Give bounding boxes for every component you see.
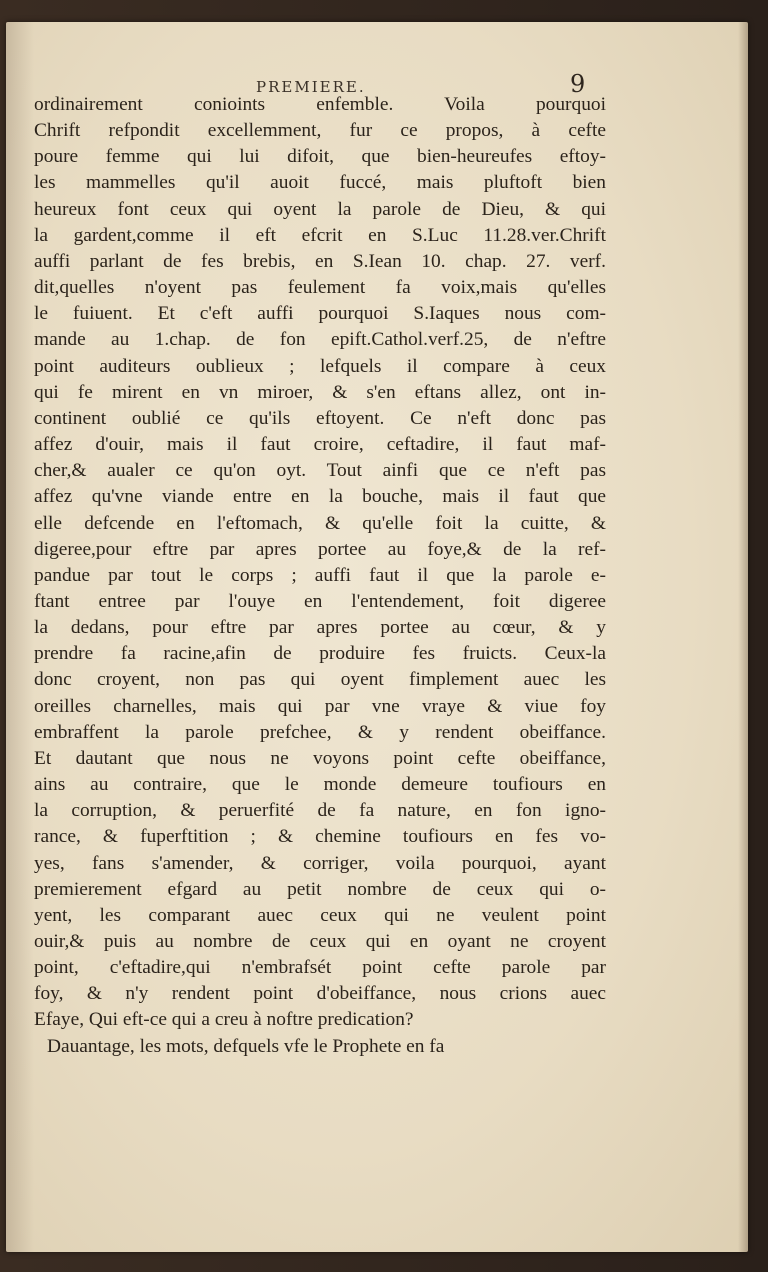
text-line: auffi parlant de fes brebis, en S.Iean 10. chap. 27. verf. <box>34 250 606 272</box>
text-line: Chrift refpondit excellemment, fur ce propos, à cefte <box>34 120 606 142</box>
text-line: yent, les comparant auec ceux qui ne veulent point <box>34 904 606 926</box>
text-line: la dedans, pour eftre par apres portee au cœur, & y <box>34 617 606 639</box>
text-line: ordinairement conioints enfemble. Voila pourquoi <box>34 94 606 115</box>
text-line: donc croyent, non pas qui oyent fimplement auec les <box>34 669 606 691</box>
text-line: prendre fa racine,afin de produire fes fruicts. Ceux-la <box>34 643 606 665</box>
text-line: continent oublié ce qu'ils eftoyent. Ce n'eft donc pas <box>34 407 606 429</box>
text-line: yes, fans s'amender, & corriger, voila pourquoi, ayant <box>34 852 606 874</box>
book-page <box>6 22 748 1252</box>
text-line: point, c'eftadire,qui n'embrafsét point cefte parole par <box>34 957 606 979</box>
text-line: Et dautant que nous ne voyons point cefte obeiffance, <box>34 747 606 769</box>
text-line: rance, & fuperftition ; & chemine toufiours en fes vo- <box>34 826 606 848</box>
text-line: digeree,pour eftre par apres portee au foye,& de la ref- <box>34 538 606 560</box>
page-gutter-shadow <box>6 22 34 1252</box>
text-line: affez d'ouir, mais il faut croire, ceftadire, il faut maf- <box>34 434 606 456</box>
text-line: ftant entree par l'ouye en l'entendement, foit digeree <box>34 590 606 612</box>
text-line: embraffent la parole prefchee, & y rendent obeiffance. <box>34 721 606 743</box>
text-line: heureux font ceux qui oyent la parole de Dieu, & qui <box>34 198 606 220</box>
text-line: qui fe mirent en vn miroer, & s'en eftans allez, ont in- <box>34 381 606 403</box>
text-line: pandue par tout le corps ; auffi faut il que la parole e- <box>34 564 606 586</box>
text-line: ains au contraire, que le monde demeure toufiours en <box>34 774 606 796</box>
text-line: cher,& aualer ce qu'on oyt. Tout ainfi que ce n'eft pas <box>34 460 606 482</box>
text-line: les mammelles qu'il auoit fuccé, mais pluftoft bien <box>34 172 606 194</box>
text-line: Dauantage, les mots, defquels vfe le Prophete en fa <box>47 1035 445 1057</box>
text-line: ouir,& puis au nombre de ceux qui en oyant ne croyent <box>34 931 606 952</box>
text-line: point auditeurs oublieux ; lefquels il compare à ceux <box>34 355 606 377</box>
text-line: foy, & n'y rendent point d'obeiffance, nous crions auec <box>34 983 606 1005</box>
text-line: Efaye, Qui eft-ce qui a creu à noftre predication? <box>34 1009 414 1031</box>
text-line: elle defcende en l'eftomach, & qu'elle foit la cuitte, & <box>34 512 606 534</box>
text-line: affez qu'vne viande entre en la bouche, mais il faut que <box>34 486 606 508</box>
text-line: premierement efgard au petit nombre de ceux qui o- <box>34 878 606 900</box>
running-head: PREMIERE. <box>256 78 366 96</box>
page-edge-shadow <box>738 22 748 1252</box>
page-number: 9 <box>570 70 586 98</box>
text-line: dit,quelles n'oyent pas feulement fa voix,mais qu'elles <box>34 277 606 299</box>
text-line: oreilles charnelles, mais qui par vne vraye & viue foy <box>34 695 606 717</box>
text-line: mande au 1.chap. de fon epift.Cathol.verf.25, de n'eftre <box>34 329 606 351</box>
body-text <box>34 92 606 1060</box>
text-line: la gardent,comme il eft efcrit en S.Luc 11.28.ver.Chrift <box>34 224 606 246</box>
text-line: le fuiuent. Et c'eft auffi pourquoi S.Iaques nous com- <box>34 303 606 325</box>
text-line: poure femme qui lui difoit, que bien-heureufes eftoy- <box>34 146 606 168</box>
text-line: la corruption, & peruerfité de fa nature, en fon igno- <box>34 800 606 822</box>
